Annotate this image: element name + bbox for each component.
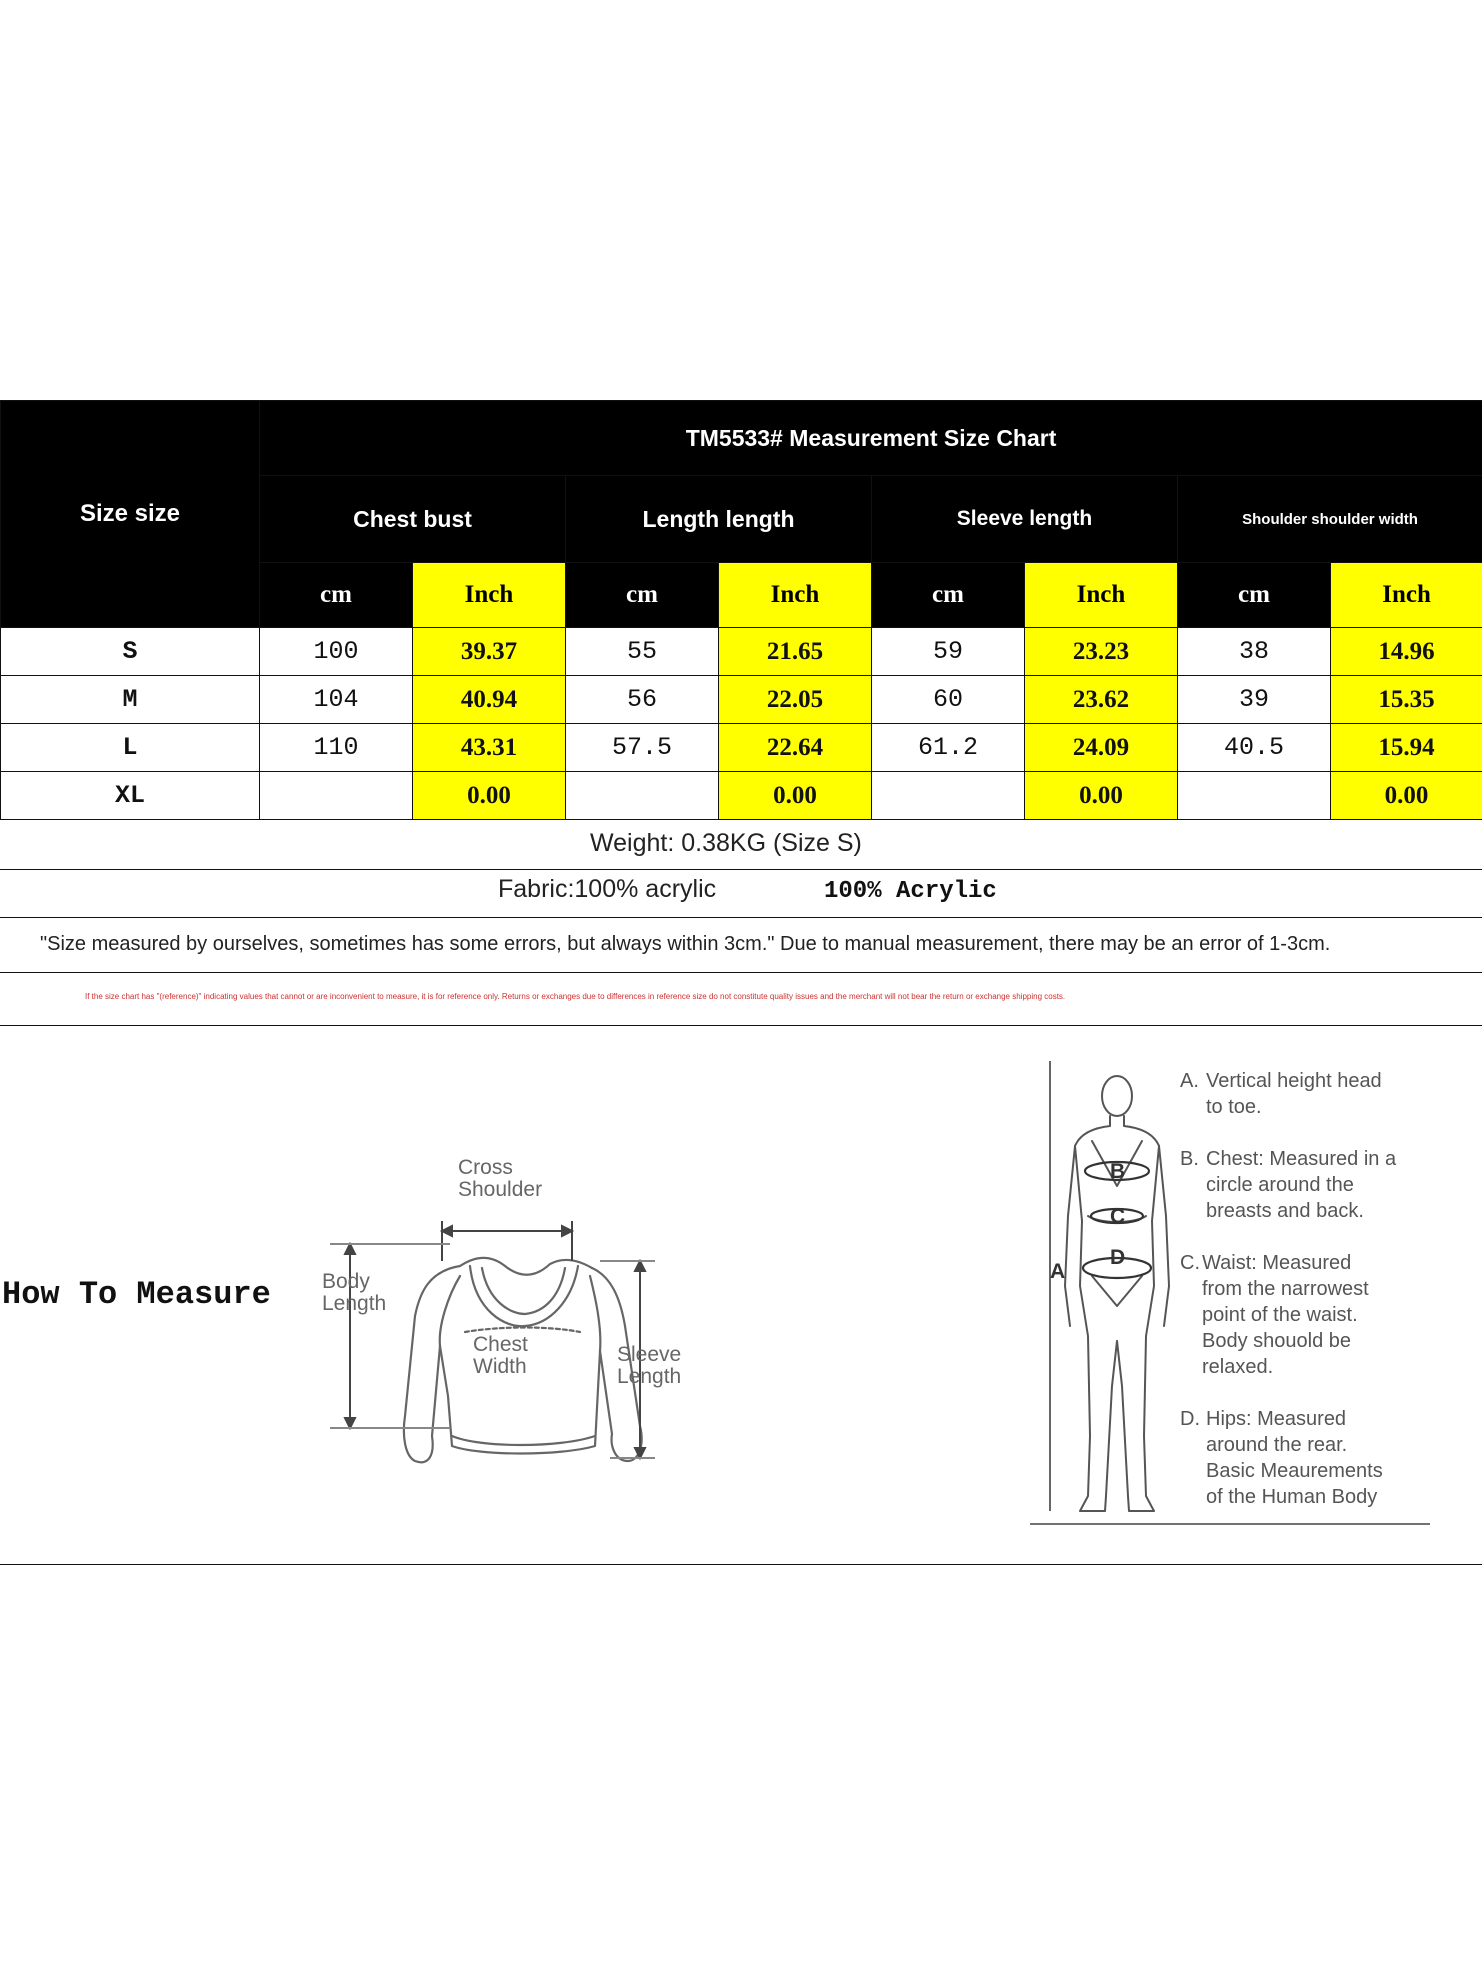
weight-text: Weight: 0.38KG (Size S) bbox=[590, 829, 862, 857]
size-label: M bbox=[1, 676, 260, 724]
cm-value-cell: 57.5 bbox=[566, 724, 719, 772]
inch-value-cell: 21.65 bbox=[719, 628, 872, 676]
table-row bbox=[1, 772, 1482, 820]
inch-value-cell: 24.09 bbox=[1025, 724, 1178, 772]
cm-value-cell: 61.2 bbox=[872, 724, 1025, 772]
body-length-label-2: Length bbox=[322, 1292, 387, 1315]
inch-value-cell: 14.96 bbox=[1331, 628, 1482, 676]
unit-cm: cm bbox=[1178, 563, 1331, 628]
how-to-measure-section bbox=[0, 1026, 1482, 1565]
size-chart bbox=[0, 400, 1482, 820]
unit-inch: Inch bbox=[719, 563, 872, 628]
inch-value-cell: 15.94 bbox=[1331, 724, 1482, 772]
cm-value-cell: 104 bbox=[260, 676, 413, 724]
cm-value-cell: 56 bbox=[566, 676, 719, 724]
size-label: S bbox=[1, 628, 260, 676]
sleeve-length-label-1: Sleeve bbox=[617, 1343, 682, 1366]
inch-value-cell: 0.00 bbox=[413, 772, 566, 820]
unit-cm: cm bbox=[872, 563, 1025, 628]
size-column-header: Size size bbox=[1, 401, 260, 628]
inch-value-cell: 0.00 bbox=[1025, 772, 1178, 820]
size-chart-table bbox=[0, 400, 1482, 820]
cm-value-cell: 39 bbox=[1178, 676, 1331, 724]
chest-width-label-1: Chest bbox=[473, 1333, 528, 1356]
length-header: Length length bbox=[566, 476, 872, 563]
shoulder-width-header: Shoulder shoulder width bbox=[1178, 476, 1482, 563]
weight-row bbox=[0, 821, 1482, 870]
inch-value-cell: 23.23 bbox=[1025, 628, 1178, 676]
cm-value-cell: 100 bbox=[260, 628, 413, 676]
chest-width-label-2: Width bbox=[473, 1355, 527, 1378]
inch-value-cell: 39.37 bbox=[413, 628, 566, 676]
cm-value-cell: 55 bbox=[566, 628, 719, 676]
cross-shoulder-label-2: Shoulder bbox=[458, 1178, 543, 1201]
cm-value-cell bbox=[872, 772, 1025, 820]
chest-bust-header: Chest bust bbox=[260, 476, 566, 563]
table-row bbox=[1, 724, 1482, 772]
measurement-note: "Size measured by ourselves, sometimes has some errors, but always within 3cm." Due to manual measurement, there may be an error of 1-3cm. bbox=[40, 933, 1331, 955]
table-row bbox=[1, 676, 1482, 724]
inch-value-cell: 40.94 bbox=[413, 676, 566, 724]
cm-value-cell: 110 bbox=[260, 724, 413, 772]
inch-value-cell: 15.35 bbox=[1331, 676, 1482, 724]
inch-value-cell: 23.62 bbox=[1025, 676, 1178, 724]
fabric-alt-text: 100% Acrylic bbox=[824, 878, 997, 905]
inch-value-cell: 0.00 bbox=[1331, 772, 1482, 820]
inch-value-cell: 22.64 bbox=[719, 724, 872, 772]
sleeve-length-label-2: Length bbox=[617, 1365, 682, 1388]
body-letter-d: D bbox=[1110, 1246, 1126, 1269]
inch-value-cell: 22.05 bbox=[719, 676, 872, 724]
disclaimer-text: If the size chart has "(reference)" indicating values that cannot or are inconvenient to measure, it is for reference only. Returns or exchanges due to differences in reference size do not constitute quality issues and the merchant will not bear the return or exchange shipping costs. bbox=[85, 992, 1066, 1001]
unit-inch: Inch bbox=[413, 563, 566, 628]
table-row bbox=[1, 628, 1482, 676]
legend-item-c: C. Waist: Measured from the narrowest point of the waist. Body shouold be relaxed. bbox=[1180, 1252, 1369, 1378]
legend-item-a: A. Vertical height head to toe. bbox=[1180, 1070, 1382, 1118]
how-to-measure-title: How To Measure bbox=[2, 1276, 271, 1313]
chart-title: TM5533# Measurement Size Chart bbox=[260, 401, 1482, 476]
cm-value-cell bbox=[566, 772, 719, 820]
cm-value-cell: 40.5 bbox=[1178, 724, 1331, 772]
disclaimer-row bbox=[0, 972, 1482, 1026]
unit-inch: Inch bbox=[1331, 563, 1482, 628]
sleeve-length-header: Sleeve length bbox=[872, 476, 1178, 563]
fabric-row bbox=[0, 869, 1482, 918]
cm-value-cell bbox=[1178, 772, 1331, 820]
body-letter-c: C bbox=[1110, 1205, 1126, 1228]
cm-value-cell bbox=[260, 772, 413, 820]
cm-value-cell: 38 bbox=[1178, 628, 1331, 676]
cm-value-cell: 60 bbox=[872, 676, 1025, 724]
unit-inch: Inch bbox=[1025, 563, 1178, 628]
legend-item-b: B. Chest: Measured in a circle around the breasts and back. bbox=[1180, 1148, 1397, 1222]
body-letter-a: A bbox=[1050, 1260, 1066, 1283]
body-letter-b: B bbox=[1110, 1160, 1126, 1183]
size-label: XL bbox=[1, 772, 260, 820]
inch-value-cell: 43.31 bbox=[413, 724, 566, 772]
size-label: L bbox=[1, 724, 260, 772]
sweater-diagram bbox=[310, 1116, 710, 1476]
unit-cm: cm bbox=[566, 563, 719, 628]
legend-item-d: D. Hips: Measured around the rear. Basic Meaurements of the Human Body bbox=[1180, 1408, 1383, 1508]
cross-shoulder-label-1: Cross bbox=[458, 1156, 513, 1179]
unit-cm: cm bbox=[260, 563, 413, 628]
measurement-note-row bbox=[0, 917, 1482, 973]
fabric-text: Fabric:100% acrylic bbox=[498, 875, 717, 903]
inch-value-cell: 0.00 bbox=[719, 772, 872, 820]
body-length-label-1: Body bbox=[322, 1270, 370, 1293]
cm-value-cell: 59 bbox=[872, 628, 1025, 676]
